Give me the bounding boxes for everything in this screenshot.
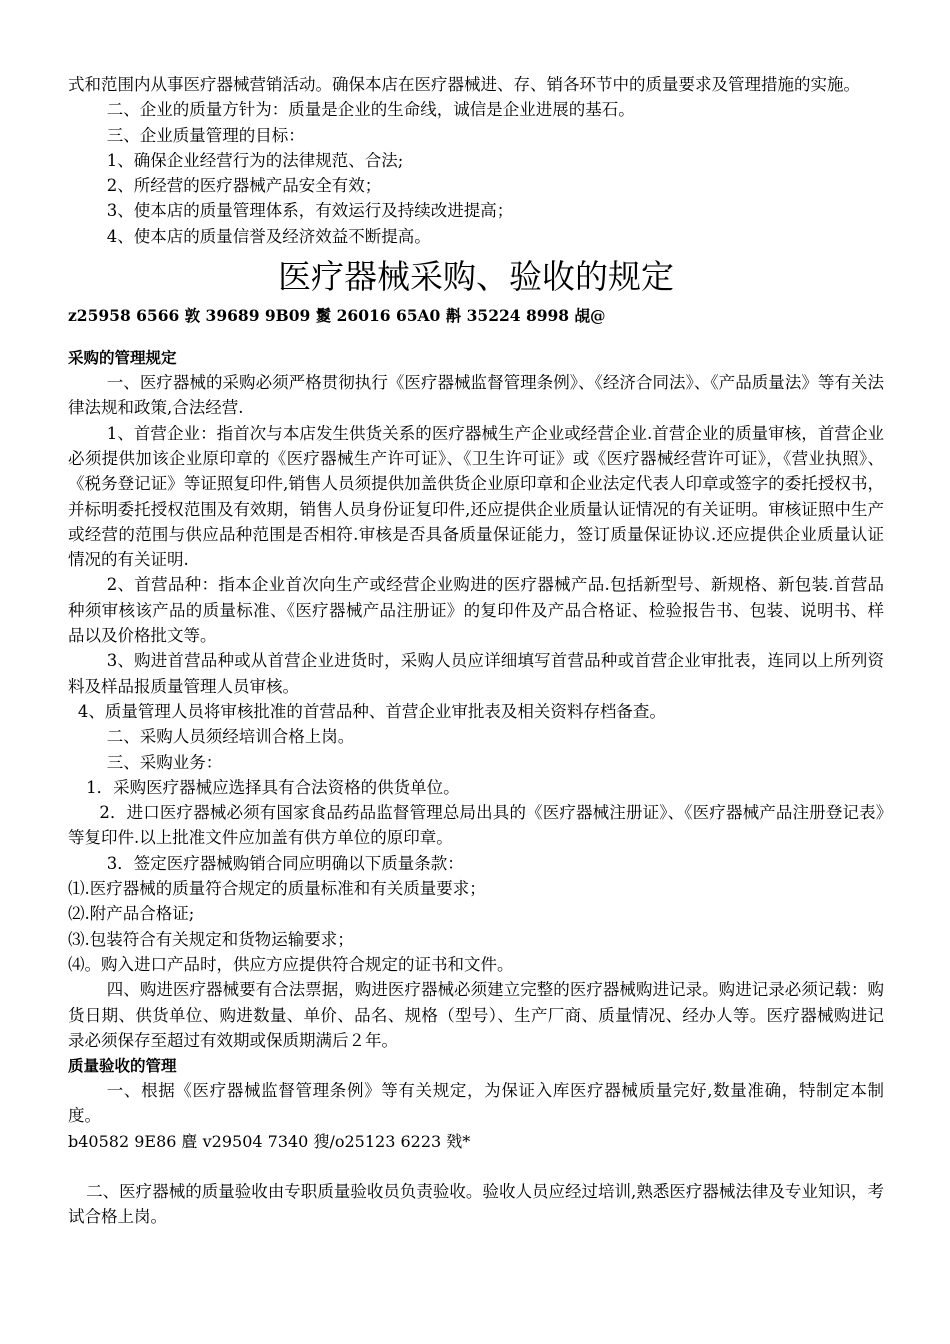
purchase-paragraph: 二、采购人员须经培训合格上岗。 (106, 727, 355, 747)
purchase-paragraph: 1．采购医疗器械应选择具有合法资格的供货单位。 (86, 777, 460, 797)
goal-item: 2、所经营的医疗器械产品安全有效； (106, 176, 382, 196)
quality-policy: 二、企业的质量方针为：质量是企业的生命线，诚信是企业进展的基石。 (106, 100, 635, 120)
section-heading-acceptance: 质量验收的管理 (68, 1056, 177, 1076)
contract-clause: ⑶.包装符合有关规定和货物运输要求； (68, 929, 354, 949)
purchase-paragraph: 1、首营企业：指首次与本店发生供货关系的医疗器械生产企业或经营企业.首营企业的质量审核，首营企业必须提供加该企业原印章的《医疗器械生产许可证》、《卫生许可证》或《医疗器械经营许可证》，《营业执照》、《税务登记证》等证照复印件,销售人员须提供加盖供货企业原印章和企业法定代表人印章或签字的委托授权书，并标明委托授权范围及有效期，销售人员身份证复印件,还应提供企业质量认证情况的有关证明。审核证照中生产或经营的范围与供应品种范围是否相符.审核是否具备质量保证能力，签订质量保证协议.还应提供企业质量认证情况的有关证明. (68, 423, 884, 570)
blank-line (68, 1154, 884, 1179)
purchase-paragraph: 2、首营品种：指本企业首次向生产或经营企业购进的医疗器械产品.包括新型号、新规格、新包装.首营品种须审核该产品的质量标准、《医疗器械产品注册证》的复印件及产品合格证、检验报告书、包装、说明书、样品以及价格批文等。 (68, 575, 884, 646)
purchase-paragraph: 3．签定医疗器械购销合同应明确以下质量条款： (106, 853, 464, 873)
contract-clause: ⑵.附产品合格证; (68, 904, 195, 924)
contract-clause: ⑷。购入进口产品时，供应方应提供符合规定的证书和文件。 (68, 954, 514, 974)
garbled-text-line: z25958 6566 敦 39689 9B09 鬉 26016 65A0 斠 35224 8998 覘@ (68, 306, 606, 326)
acceptance-paragraph: 一、根据《医疗器械监督管理条例》等有关规定，为保证入库医疗器械质量完好,数量准确，特制定本制度。 (68, 1081, 884, 1126)
purchase-paragraph: 三、采购业务： (106, 752, 223, 772)
section-heading-purchase: 采购的管理规定 (68, 348, 177, 368)
goal-item: 1、确保企业经营行为的法律规范、合法; (106, 150, 404, 170)
contract-clause: ⑴.医疗器械的质量符合规定的质量标准和有关质量要求； (68, 879, 486, 899)
purchase-paragraph: 一、医疗器械的采购必须严格贯彻执行《医疗器械监督管理条例》、《经济合同法》、《产品质量法》等有关法律法规和政策,合法经营. (68, 373, 884, 418)
garbled-text-line: b40582 9E86 麆 v29504 7340 獀/o25123 6223 戣* (68, 1131, 471, 1151)
goals-heading: 三、企业质量管理的目标： (106, 125, 305, 145)
document-title: 医疗器械采购、验收的规定 (278, 257, 674, 297)
acceptance-paragraph: 二、医疗器械的质量验收由专职质量验收员负责验收。验收人员应经过培训,熟悉医疗器械法律及专业知识，考试合格上岗。 (68, 1181, 884, 1226)
purchase-paragraph: 4、质量管理人员将审核批准的首营品种、首营企业审批表及相关资料存档备查。 (77, 701, 666, 721)
document-page (68, 72, 884, 1229)
purchase-paragraph: 2．进口医疗器械必须有国家食品药品监督管理总局出具的《医疗器械注册证》、《医疗器械产品注册登记表》等复印件.以上批准文件应加盖有供方单位的原印章。 (68, 803, 884, 848)
intro-continuation: 式和范围内从事医疗器械营销活动。确保本店在医疗器械进、存、销各环节中的质量要求及管理措施的实施。 (68, 75, 860, 94)
goal-item: 4、使本店的质量信誉及经济效益不断提高。 (106, 226, 431, 246)
blank-line (68, 328, 884, 345)
purchase-paragraph: 3、购进首营品种或从首营企业进货时，采购人员应详细填写首营品种或首营企业审批表，连同以上所列资料及样品报质量管理人员审核。 (68, 651, 884, 696)
purchase-paragraph: 四、购进医疗器械要有合法票据，购进医疗器械必须建立完整的医疗器械购进记录。购进记录必须记载：购货日期、供货单位、购进数量、单价、品名、规格（型号）、生产厂商、质量情况、经办人等。医疗器械购进记录必须保存至超过有效期或保质期满后２年。 (68, 980, 884, 1050)
goal-item: 3、使本店的质量管理体系，有效运行及持续改进提高； (106, 201, 514, 221)
